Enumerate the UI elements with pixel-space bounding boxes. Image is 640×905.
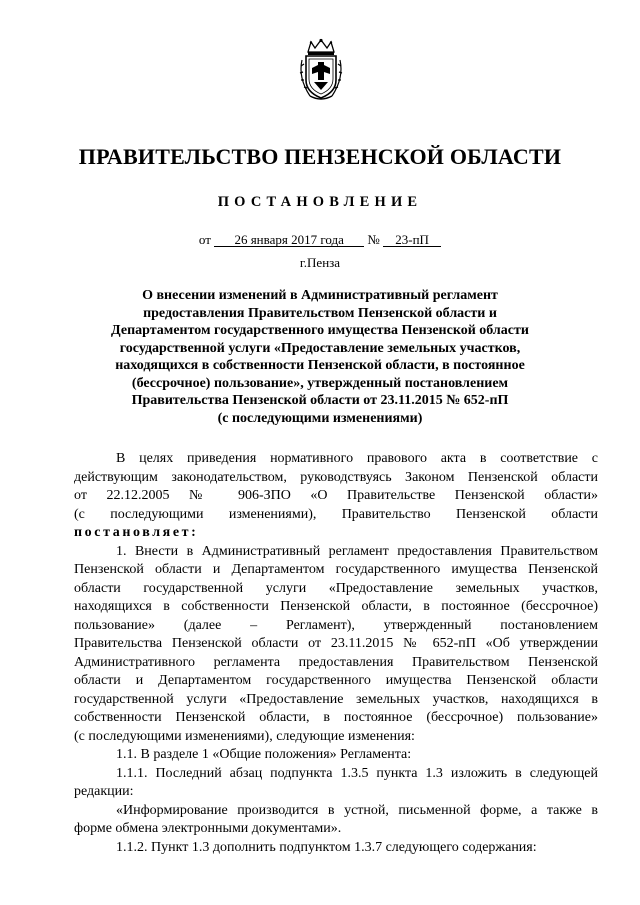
resolution-keyword: постановляет: [74,525,199,540]
body-line: «Информирование производится в устной, письменной форме, а также в [116,802,598,818]
document-type: ПОСТАНОВЛЕНИЕ [217,194,423,210]
body-line: В целях приведения нормативного правового акта в соответствие с [116,451,598,466]
body-line: 1. Внести в Административный регламент предоставления Правительством [116,543,598,559]
body-line: области государственной услуги «Предоставление земельных участков, [74,580,598,596]
document-subject [98,287,542,427]
subject-line: О внесении изменений в Административный регламент [142,288,498,303]
coat-of-arms-icon [296,38,346,102]
subject-line: (бессрочное) пользование», утвержденный постановлением [131,375,509,391]
body-line: (с последующими изменениями), Правительство Пензенской области [74,506,598,522]
body-line: (с последующими изменениями), следующие изменения: [74,728,415,744]
subject-line: (с последующими изменениями) [217,410,423,426]
body-line: 1.1. В разделе 1 «Общие положения» Регламента: [116,747,412,762]
subject-line: Правительства Пензенской области от 23.11.2015 № 652-пП [131,393,509,408]
date-prefix: от [198,232,211,247]
body-line: действующим законодательством, руководствуясь Законом Пензенской области [74,469,598,485]
body-line: Пензенской области и Департаментом государственного имущества Пензенской [74,562,598,577]
body-line: государственной услуги «Предоставление земельных участков, находящихся в [74,691,598,707]
body-line: Правительства Пензенской области от 23.11.2015 № 652-пП «Об утверждении [74,636,598,651]
body-line: 1.1.1. Последний абзац подпункта 1.3.5 пункта 1.3 изложить в следующей [116,765,598,781]
document-body [74,450,598,857]
city-name: г.Пенза [299,255,341,270]
document-date: 26 января 2017 года [214,233,364,247]
number-prefix: № [367,232,380,247]
body-line: собственности Пензенской области, в постоянное (бессрочное) пользование» [74,710,598,725]
body-line: находящихся в собственности Пензенской области, в постоянное (бессрочное) [74,599,598,614]
subject-line: государственной услуги «Предоставление земельных участков, [119,340,521,356]
government-title: ПРАВИТЕЛЬСТВО ПЕНЗЕНСКОЙ ОБЛАСТИ [78,144,562,169]
date-number-line [0,232,640,248]
body-line: редакции: [74,784,134,799]
subject-line: Департаментом государственного имущества Пензенской области [111,323,529,338]
document-number: 23-пП [383,233,441,247]
body-line: форме обмена электронными документами». [74,821,342,836]
body-line: области и Департаментом государственного имущества Пензенской области [74,673,598,688]
body-line: Административного регламента предоставления Правительством Пензенской [74,654,598,670]
body-line: пользование» (далее – Регламент), утвержденный постановлением [74,617,598,633]
body-line: 1.1.2. Пункт 1.3 дополнить подпунктом 1.3.7 следующего содержания: [116,839,537,855]
subject-line: предоставления Правительством Пензенской области и [143,305,497,321]
subject-line: находящихся в собственности Пензенской области, в постоянное [115,358,525,373]
body-line: от 22.12.2005 № 906-ЗПО «О Правительстве Пензенской области» [74,488,598,503]
